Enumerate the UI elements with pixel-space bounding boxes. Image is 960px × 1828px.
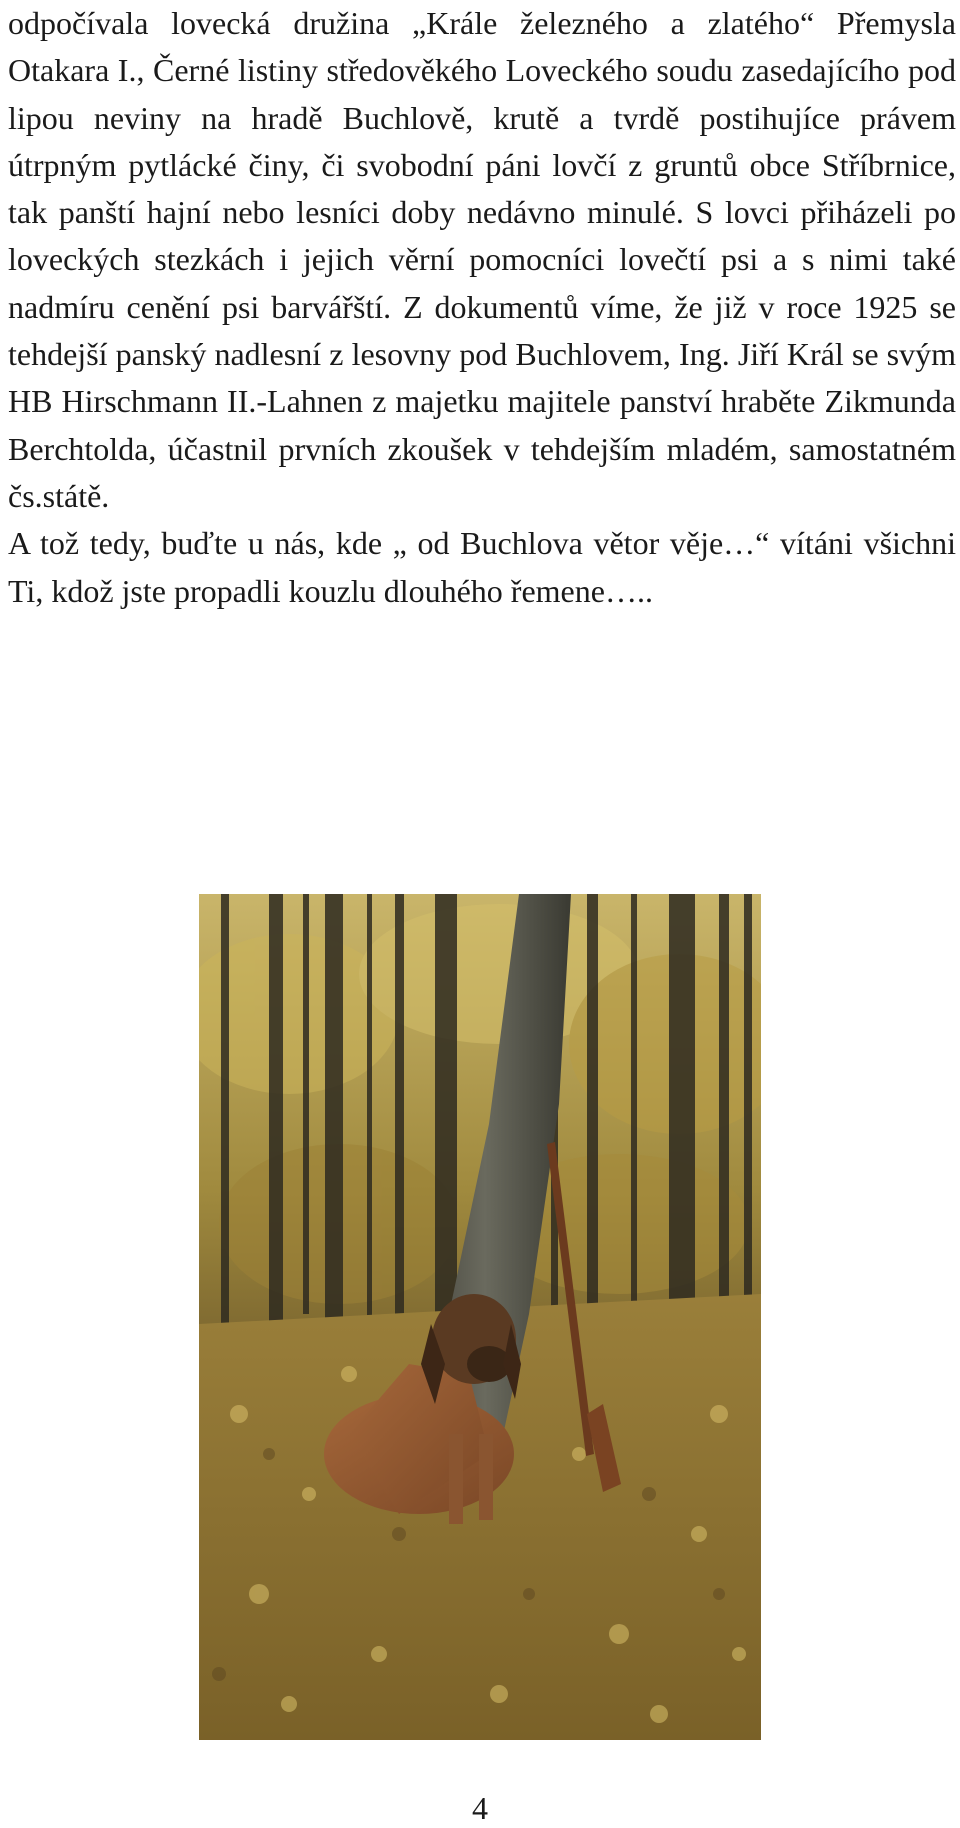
body-text — [8, 0, 956, 615]
photo-hunting-dog-forest — [199, 894, 761, 1740]
forest-photo-illustration — [199, 894, 761, 1740]
paragraph-welcome: A tož tedy, buďte u nás, kde „ od Buchlova větor věje…“ vítáni všichni Ti, kdož jste propadli kouzlu dlouhého řemene….. — [8, 525, 956, 609]
page-number: 4 — [472, 1790, 488, 1826]
paragraph-history: odpočívala lovecká družina „Krále železného a zlatého“ Přemysla Otakara I., Černé listiny středověkého Loveckého soudu zasedajícího pod lipou neviny na hradě Buchlově, krutě a tvrdě postihujíce právem útrpným pytlácké činy, či svobodní páni lovčí z gruntů obce Stříbrnice, tak panští hajní nebo lesníci doby nedávno minulé. S lovci přiházeli po loveckých stezkách i jejich věrní pomocníci lovečtí psi a s nimi také nadmíru cenění psi barvářští. Z dokumentů víme, že již v roce 1925 se tehdejší panský nadlesní z lesovny pod Buchlovem, Ing. Jiří Král se svým HB Hirschmann II.-Lahnen z majetku majitele panství hraběte Zikmunda Berchtolda, účastnil prvních zkoušek v tehdejším mladém, samostatném čs.státě. — [8, 5, 956, 514]
